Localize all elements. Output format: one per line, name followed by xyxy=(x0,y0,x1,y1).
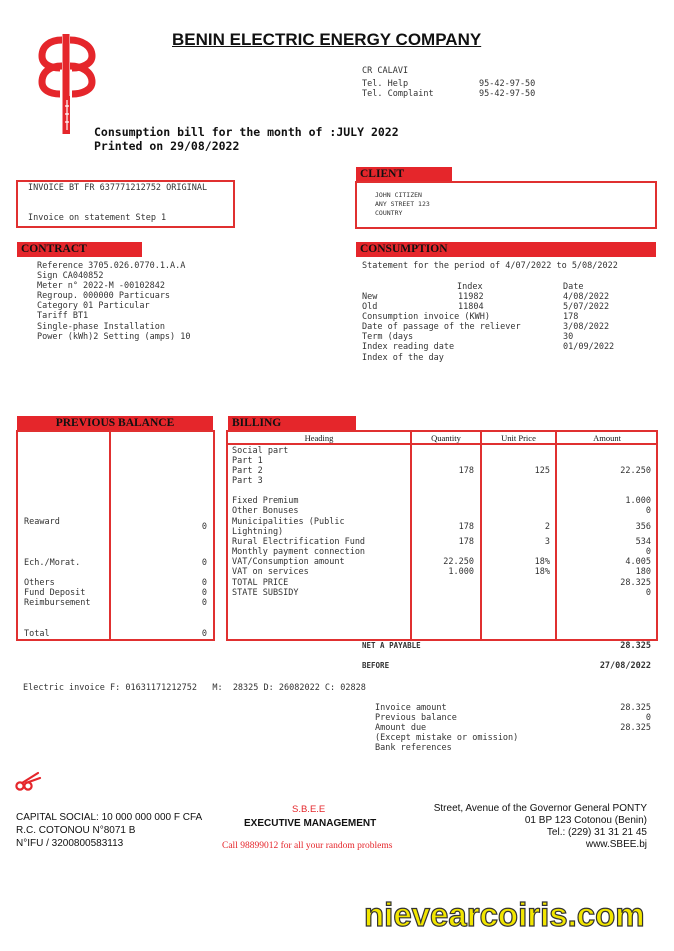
billing-part2-price: 125 xyxy=(534,466,550,476)
billing-municipalities: Municipalities (Public xyxy=(232,517,345,527)
footer-address1: Street, Avenue of the Governor General PONTY xyxy=(433,803,647,814)
billing-box xyxy=(226,430,658,641)
ech-value: 0 xyxy=(201,558,207,568)
pb-total-value: 0 xyxy=(201,629,207,639)
tel-help-label: Tel. Help xyxy=(362,79,409,89)
summary-previous-balance: 0 xyxy=(645,713,651,723)
contract-line: Single-phase Installation xyxy=(37,321,165,332)
contract-title: CONTRACT xyxy=(17,242,142,257)
billing-rural-price: 3 xyxy=(544,537,550,547)
company-name: BENIN ELECTRIC ENERGY COMPANY xyxy=(172,30,482,49)
scissors-icon xyxy=(14,770,44,792)
billing-state-subsidy-amount: 0 xyxy=(645,588,651,598)
client-title: CLIENT xyxy=(356,167,452,182)
contract-line: Reference 3705.026.0770.1.A.A xyxy=(37,261,186,271)
billing-fixed-premium: Fixed Premium xyxy=(232,496,299,506)
except-note: (Except mistake or omission) xyxy=(375,733,519,743)
net-payable-label: NET A PAYABLE xyxy=(362,641,421,650)
before-label: BEFORE xyxy=(362,661,390,670)
tel-help: 95-42-97-50 xyxy=(479,79,536,89)
amount-due: 28.325 xyxy=(620,723,651,733)
summary-previous-balance-label: Previous balance xyxy=(375,713,457,723)
billing-vat: VAT/Consumption amount xyxy=(232,557,345,567)
consumption-row: Index of the day xyxy=(362,352,444,363)
billing-rural-amount: 534 xyxy=(635,537,651,547)
fund-value: 0 xyxy=(201,588,207,598)
agency: CR CALAVI xyxy=(362,66,409,76)
consumption-row: Index reading date 01/09/2022 xyxy=(362,342,615,353)
previous-balance-divider xyxy=(109,430,111,641)
col-quantity: Quantity xyxy=(431,433,461,443)
footer-management: EXECUTIVE MANAGEMENT xyxy=(244,818,377,829)
footer-web: www.SBEE.bj xyxy=(585,839,647,850)
consumption-title: CONSUMPTION xyxy=(356,242,656,257)
invoice-number: INVOICE BT FR 637771212752 ORIGINAL xyxy=(28,183,208,193)
reimb-label: Reimbursement xyxy=(24,598,91,608)
previous-balance-box xyxy=(16,430,215,641)
billing-part2-qty: 178 xyxy=(458,466,474,476)
billing-part2-amount: 22.250 xyxy=(620,466,651,476)
reward-label: Reaward xyxy=(24,517,60,527)
billing-vat-services-price: 18% xyxy=(534,567,550,577)
col-heading: Heading xyxy=(304,433,334,443)
contract-line: Sign CA040852 xyxy=(37,271,104,282)
consumption-table xyxy=(362,292,652,363)
footer-sbee: S.B.E.E xyxy=(292,804,326,815)
consumption-date-header: Date xyxy=(563,282,584,292)
billing-municipalities-amount: 356 xyxy=(635,522,651,532)
before-date: 27/08/2022 xyxy=(599,661,651,671)
billing-total-price: TOTAL PRICE xyxy=(232,578,289,588)
billing-vat-qty: 22.250 xyxy=(443,557,474,567)
net-payable-amount: 28.325 xyxy=(620,641,651,651)
billing-monthly-amount: 0 xyxy=(645,547,651,557)
footer-ifu: N°IFU / 3200800583113 xyxy=(16,838,124,849)
billing-divider-2 xyxy=(480,430,482,641)
col-amount: Amount xyxy=(593,433,621,443)
billing-municipalities-qty: 178 xyxy=(458,522,474,532)
col-unit-price: Unit Price xyxy=(501,433,536,443)
invoice-amount: 28.325 xyxy=(620,703,651,713)
reward-value: 0 xyxy=(201,522,207,532)
contract-line: Regroup. 000000 Particuars xyxy=(37,291,171,302)
consumption-row: New 11982 4/08/2022 xyxy=(362,292,610,302)
billing-title: BILLING xyxy=(228,416,356,431)
billing-municipalities-price: 2 xyxy=(544,522,550,532)
contract-line: Tariff BT1 xyxy=(37,311,89,322)
consumption-period: Statement for the period of 4/07/2022 to 5/08/2022 xyxy=(362,261,618,271)
billing-rural-qty: 178 xyxy=(458,537,474,547)
billing-vat-price: 18% xyxy=(534,557,550,567)
billing-other-bonuses-amount: 0 xyxy=(645,506,651,516)
billing-total-price-amount: 28.325 xyxy=(620,578,651,588)
bill-printed: Printed on 29/08/2022 xyxy=(94,139,240,153)
client-name: JOHN CITIZEN xyxy=(375,191,422,199)
contract-line: Power (kWh)2 Setting (amps) 10 xyxy=(37,331,191,342)
footer-tel: Tel.: (229) 31 31 21 45 xyxy=(546,827,647,838)
reimb-value: 0 xyxy=(201,598,207,608)
bill-month: Consumption bill for the month of :JULY 2022 xyxy=(94,125,399,139)
watermark-text: nievearcoiris.com xyxy=(364,896,645,933)
billing-part2: Part 2 xyxy=(232,466,263,476)
billing-part3: Part 3 xyxy=(232,476,263,486)
billing-divider-1 xyxy=(410,430,412,641)
billing-social-part: Social part xyxy=(232,446,289,456)
bank-references: Bank references xyxy=(375,743,452,753)
previous-balance-title: PREVIOUS BALANCE xyxy=(17,416,213,431)
consumption-row: Old 11804 5/07/2022 xyxy=(362,302,610,313)
billing-part1: Part 1 xyxy=(232,456,263,466)
billing-monthly: Monthly payment connection xyxy=(232,547,366,557)
billing-divider-3 xyxy=(555,430,557,641)
tel-complaint: 95-42-97-50 xyxy=(479,89,536,99)
contract-details xyxy=(37,261,191,342)
consumption-row: Date of passage of the reliever 3/08/2022 xyxy=(362,322,610,333)
company-logo xyxy=(36,30,100,138)
contract-line: Meter n° 2022-M -00102842 xyxy=(37,281,165,292)
invoice-step: Invoice on statement Step 1 xyxy=(28,213,167,223)
billing-vat-services-qty: 1.000 xyxy=(448,567,474,577)
contract-line: Category 01 Particular xyxy=(37,301,150,312)
others-label: Others xyxy=(24,578,55,588)
consumption-index-header: Index xyxy=(457,282,483,292)
footer-call: Call 98899012 for all your random problems xyxy=(222,841,393,851)
client-country: COUNTRY xyxy=(375,209,403,217)
billing-fixed-premium-amount: 1.000 xyxy=(625,496,651,506)
others-value: 0 xyxy=(201,578,207,588)
amount-due-label: Amount due xyxy=(375,723,427,733)
fund-label: Fund Deposit xyxy=(24,588,86,598)
footer-address2: 01 BP 123 Cotonou (Benin) xyxy=(524,815,647,826)
footer-capital: CAPITAL SOCIAL: 10 000 000 000 F CFA xyxy=(16,812,203,823)
billing-rural: Rural Electrification Fund xyxy=(232,537,366,547)
footer-rc: R.C. COTONOU N°8071 B xyxy=(16,825,136,836)
ech-label: Ech./Morat. xyxy=(24,558,81,568)
billing-vat-amount: 4.005 xyxy=(625,557,651,567)
invoice-amount-label: Invoice amount xyxy=(375,703,447,713)
pb-total-label: Total xyxy=(24,629,50,639)
billing-header-line xyxy=(226,443,658,445)
consumption-row: Consumption invoice (KWH) 178 xyxy=(362,312,579,323)
billing-municipalities-2: Lightning) xyxy=(232,527,284,537)
client-street: ANY STREET 123 xyxy=(375,200,430,208)
billing-other-bonuses: Other Bonuses xyxy=(232,506,299,516)
billing-vat-services: VAT on services xyxy=(232,567,309,577)
billing-state-subsidy: STATE SUBSIDY xyxy=(232,588,299,598)
tel-complaint-label: Tel. Complaint xyxy=(362,89,434,99)
billing-vat-services-amount: 180 xyxy=(635,567,651,577)
electric-invoice-line: Electric invoice F: 01631171212752 M: 28325 D: 26082022 C: 02828 xyxy=(23,683,366,693)
consumption-row: Term (days 30 xyxy=(362,332,574,343)
